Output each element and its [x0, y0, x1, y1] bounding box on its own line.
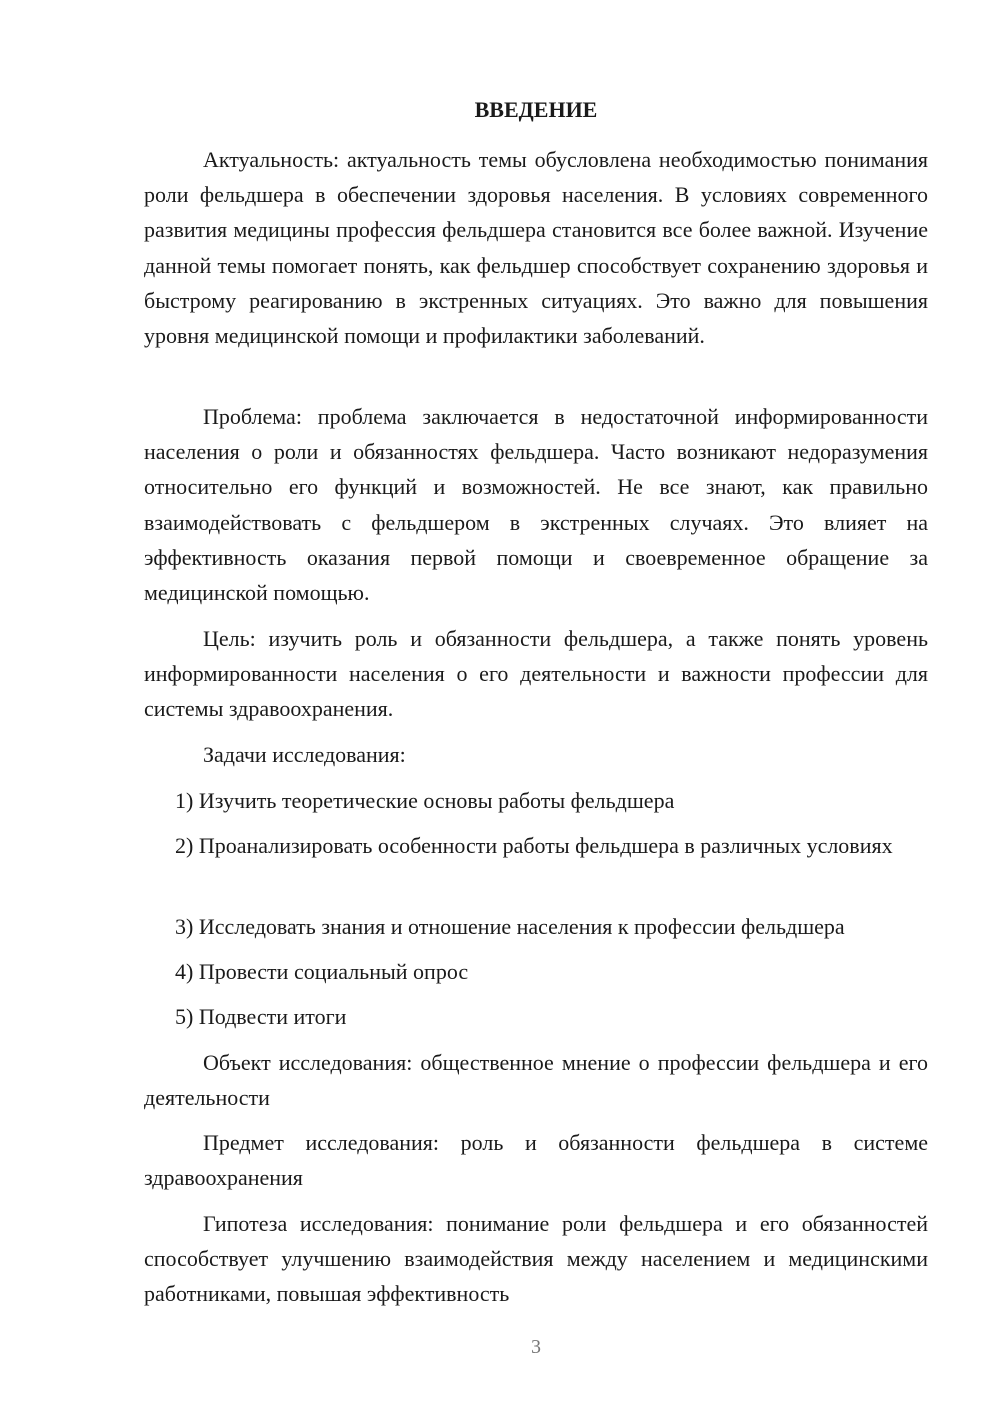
page-number: 3 [531, 1336, 541, 1358]
task-item-4: 4) Провести социальный опрос [175, 959, 469, 984]
paragraph-problem: Проблема: проблема заключается в недостаточной информированности населения о роли и обязанностях фельдшера. Часто возникают недоразумения относительно его функций и возможностей. Не все знают, как правильно взаимодействовать с фельдшером в экстренных случаях. Это влияет на эффективность оказания первой помощи и своевременное обращение за медицинской помощью. [144, 404, 928, 606]
task-item-5: 5) Подвести итоги [175, 1004, 347, 1029]
paragraph-goal: Цель: изучить роль и обязанности фельдшера, а также понять уровень информированности населения о его деятельности и важности профессии для системы здравоохранения. [144, 626, 928, 722]
paragraph-subject: Предмет исследования: роль и обязанности фельдшера в системе здравоохранения [144, 1130, 928, 1191]
paragraph-relevance: Актуальность: актуальность темы обусловлена необходимостью понимания роли фельдшера в обеспечении здоровья населения. В условиях современного развития медицины профессия фельдшера становится все более важной. Изучение данной темы помогает понять, как фельдшер способствует сохранению здоровья и быстрому реагированию в экстренных ситуациях. Это важно для повышения уровня медицинской помощи и профилактики заболеваний. [144, 147, 928, 349]
task-item-2: 2) Проанализировать особенности работы фельдшера в различных условиях [175, 833, 893, 858]
paragraph-object: Объект исследования: общественное мнение о профессии фельдшера и его деятельности [144, 1050, 928, 1111]
paragraph-hypothesis: Гипотеза исследования: понимание роли фельдшера и его обязанностей способствует улучшению взаимодействия между населением и медицинскими работниками, повышая эффективность [144, 1211, 928, 1307]
task-item-3: 3) Исследовать знания и отношение населения к профессии фельдшера [175, 914, 845, 939]
task-item-1: 1) Изучить теоретические основы работы фельдшера [175, 788, 675, 813]
tasks-heading: Задачи исследования: [203, 742, 406, 767]
page-title: ВВЕДЕНИЕ [474, 97, 598, 122]
